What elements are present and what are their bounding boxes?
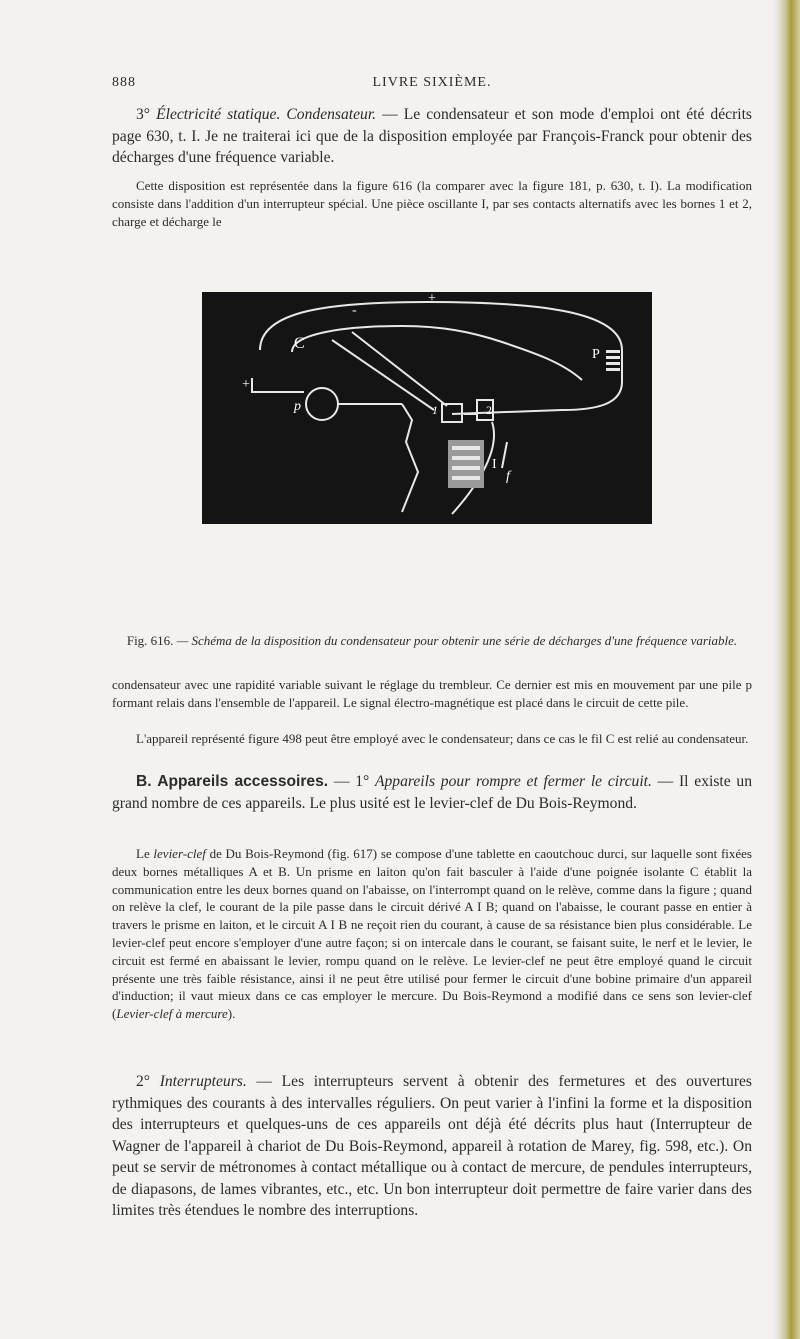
para3-text: condensateur avec une rapidité variable suivant le réglage du trembleur. Ce dernier est mis en mouvement par une pile p formant relais dans l'ensemble de l'appareil. Le signal électro-magnétique est placé dans le circuit de cette pile. [112,677,752,710]
outer-wire [260,302,622,414]
para1-text: — Le condensateur et son mode d'emploi ont été décrits page 630, t. I. Je ne traiterai ici que de la disposition employée par François-Franck pour obtenir des décharges d'une fréquence variable. [112,106,752,166]
caption-text: — Schéma de la disposition du condensateur pour obtenir une série de décharges d'une fréquence variable. [173,633,738,648]
circuit-diagram [202,292,652,524]
paragraph-disposition [112,177,752,230]
paragraph-condensateur [112,104,752,169]
f-lever [502,442,507,468]
pile-p [306,388,338,420]
caption-figure-number: Fig. 616. [126,633,174,648]
label-p-small: p [294,399,301,414]
label-p-right: P [592,347,600,362]
left-wire [252,378,304,392]
figure-616 [202,292,652,524]
pile-plate-1 [606,350,620,353]
pile-plate-2 [606,356,620,359]
para5-mid: — 1° [328,773,375,790]
para4-text: L'appareil représenté figure 498 peut être employé avec le condensateur; dans ce cas le fil C est relié au condensateur. [136,731,749,746]
coil-stripe-2 [452,456,480,460]
para6-text: de Du Bois-Reymond (fig. 617) se compose d'une tablette en caoutchouc durci, sur laquelle sont fixées deux bornes métalliques A et B. Un prisme en laiton qu'on fait basculer à l'aide d'une poignée isolante C établit la communication entre les deux bornes quand on l'abaisse, on l'interrompt quand on le relève, comme dans la figure ; quand on relève la clef, le courant de la pile passe dans le circuit dérivé A I B; quand on l'abaisse, le courant passe en entier à travers le prisme en laiton, et le circuit A I B ne reçoit rien du courant, à cause de sa résistance bien plus considérable. Le levier-clef peut encore s'employer d'une autre façon; si on intercale dans le courant, se faisant suite, le nerf et le levier, le circuit est fermé en abaissant le levier, rompu quand on le relève. Le levier-clef ne peut être employé quand le circuit présente une très faible résistance, ainsi il ne peut être utilisé pour fermer le circuit d'une bobine primaire d'un appareil d'induction; il vaut mieux dans ce cas employer le mercure. Du Bois-Reymond a modifié dans ce sens son levier-clef ( [112,846,752,1022]
para6-title: levier-clef [153,846,206,861]
label-1: 1 [432,403,438,417]
coil-stripe-3 [452,466,480,470]
para7-lead: 2° [136,1073,160,1090]
figure-caption [112,632,752,649]
para7-title: Interrupteurs. [159,1073,247,1090]
page-gutter-shadow [772,0,778,1339]
page-number: 888 [112,75,136,90]
running-title: LIVRE SIXIÈME. [372,75,492,90]
label-plus-top: + [428,292,436,306]
para5-text: — Il existe un grand nombre de ces appareils. Le plus usité est le levier-clef de Du Bois-Reymond. [112,773,752,812]
para6-tail: ). [227,1006,236,1022]
para6-lead: Le [136,846,154,861]
diagonal-wire-b [352,332,447,406]
inner-wire [292,326,582,380]
paragraph-interrupteurs [112,1071,752,1222]
coil-stripe-4 [452,476,480,480]
section-heading-b: B. Appareils accessoires. [136,773,329,790]
para1-title: Électricité statique. Condensateur. [156,106,377,123]
trembleur-wire [402,404,418,512]
label-2: 2 [486,403,492,417]
label-i: I [492,457,497,472]
para7-text: — Les interrupteurs servent à obtenir des fermetures et des ouvertures rythmiques des courants à des intervalles réguliers. On peut varier à l'infini la forme et la disposition des interrupteurs et quelques-uns de ces appareils ont déjà été décrits plus haut (Interrupteur de Wagner de l'appareil à chariot de Du Bois-Reymond, appareil à rotation de Marey, fig. 598, etc.). On peut se servir de métronomes à contact métallique ou à contact de mercure, de pendules interrupteurs, de diapasons, de lames vibrantes, etc., etc. Un bon interrupteur doit permettre de faire varier dans des limites très étendues le nombre des interruptions. [112,1073,752,1219]
para6-title2: Levier-clef à mercure [116,1006,228,1022]
para5-title: Appareils pour rompre et fermer le circuit. [374,773,652,790]
coil-stripe-1 [452,446,480,450]
label-c: C [294,335,305,352]
paragraph-appareils-accessoires [112,771,752,814]
para2-text: Cette disposition est représentée dans la figure 616 (la comparer avec la figure 181, p. 630, t. I). La modification consiste dans l'addition d'un interrupteur spécial. Une pièce oscillante I, par ses contacts alternatifs avec les bornes 1 et 2, charge et décharge le [112,178,752,229]
paragraph-levier-clef [112,845,752,1023]
pile-plate-4 [606,368,620,371]
para1-lead: 3° [136,106,157,123]
diagonal-wire-a [332,340,434,410]
page-edge [778,0,800,1339]
label-plus-left: + [242,377,250,392]
label-f: f [506,469,510,484]
label-minus-top: - [352,303,357,318]
pile-plate-3 [606,362,620,365]
paragraph-trembleur [112,676,752,712]
paragraph-appareil-498 [112,730,752,748]
